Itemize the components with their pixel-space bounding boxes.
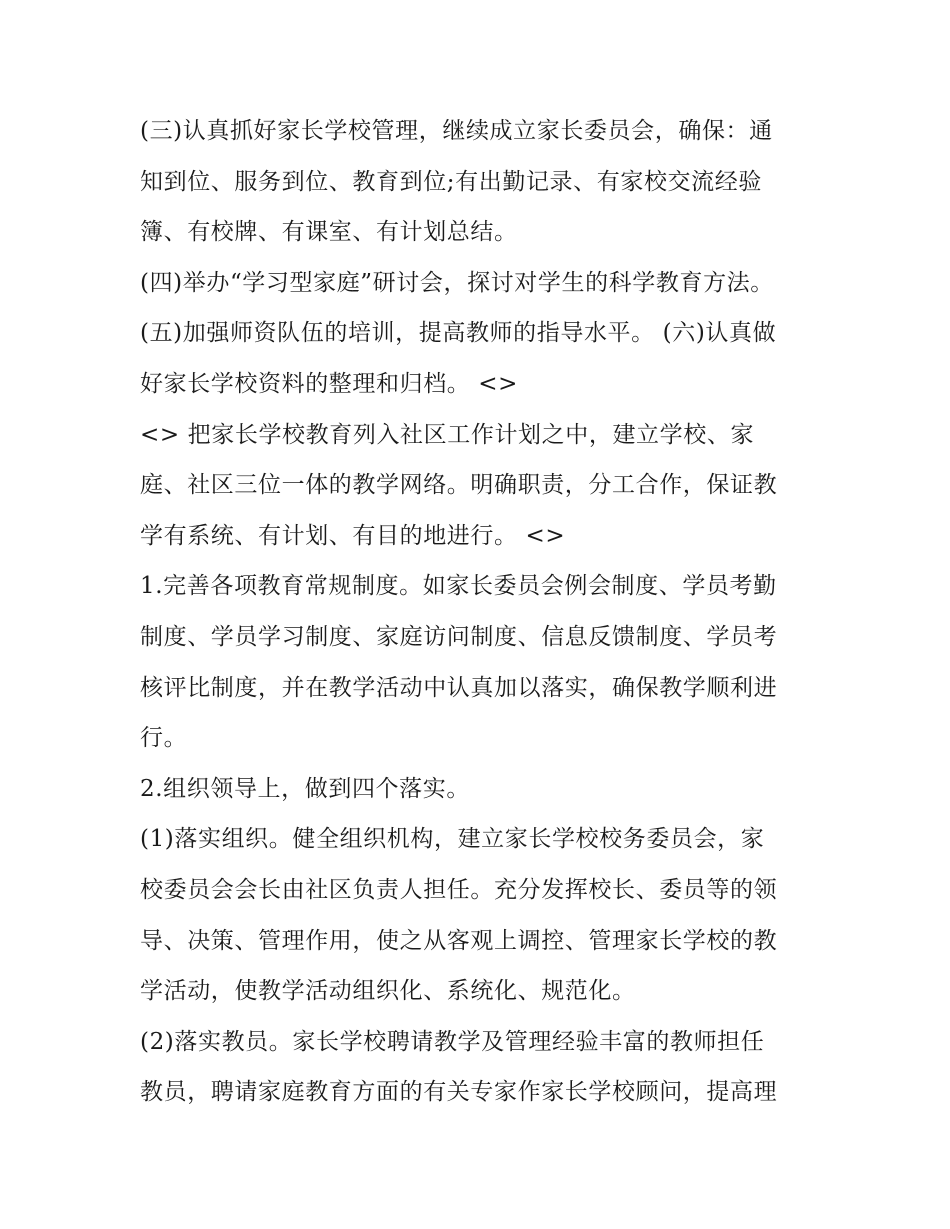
text-line: 核评比制度，并在教学活动中认真加以落实，确保教学顺利进 [140,674,778,701]
text-line: 学有系统、有计划、有目的地进行。 <> [140,522,566,549]
text-line: 导、决策、管理作用，使之从客观上调控、管理家长学校的教 [140,927,778,954]
text-line: (2)落实教员。家长学校聘请教学及管理经验丰富的教师担任 [140,1028,765,1055]
text-line: 2.组织领导上，做到四个落实。 [140,775,470,802]
text-line: 庭、社区三位一体的教学网络。明确职责，分工合作，保证教 [140,472,778,499]
text-line: 知到位、服务到位、教育到位;有出勤记录、有家校交流经验 [140,168,762,195]
text-line: (三)认真抓好家长学校管理，继续成立家长委员会，确保：通 [140,118,773,144]
text-line: (四)举办“学习型家庭”研讨会，探讨对学生的科学教育方法。 [140,269,774,296]
document-body [140,106,820,1118]
text-line: 校委员会会长由社区负责人担任。充分发挥校长、委员等的领 [140,876,778,903]
text-line: (1)落实组织。健全组织机构，建立家长学校校务委员会，家 [140,826,765,853]
text-line: 1.完善各项教育常规制度。如家长委员会例会制度、学员考勤 [140,573,777,600]
text-line: (五)加强师资队伍的培训，提高教师的指导水平。 (六)认真做 [140,320,777,347]
text-line: 好家长学校资料的整理和归档。 <> [140,370,519,397]
text-line: 教员，聘请家庭教育方面的有关专家作家长学校顾问，提高理 [140,1079,778,1106]
text-line: 制度、学员学习制度、家庭访问制度、信息反馈制度、学员考 [140,623,778,650]
text-line: 学活动，使教学活动组织化、系统化、规范化。 [140,978,636,1005]
text-line: 簿、有校牌、有课室、有计划总结。 [140,219,518,246]
text-line: <> 把家长学校教育列入社区工作计划之中，建立学校、家 [140,421,755,448]
text-line: 行。 [140,725,188,752]
